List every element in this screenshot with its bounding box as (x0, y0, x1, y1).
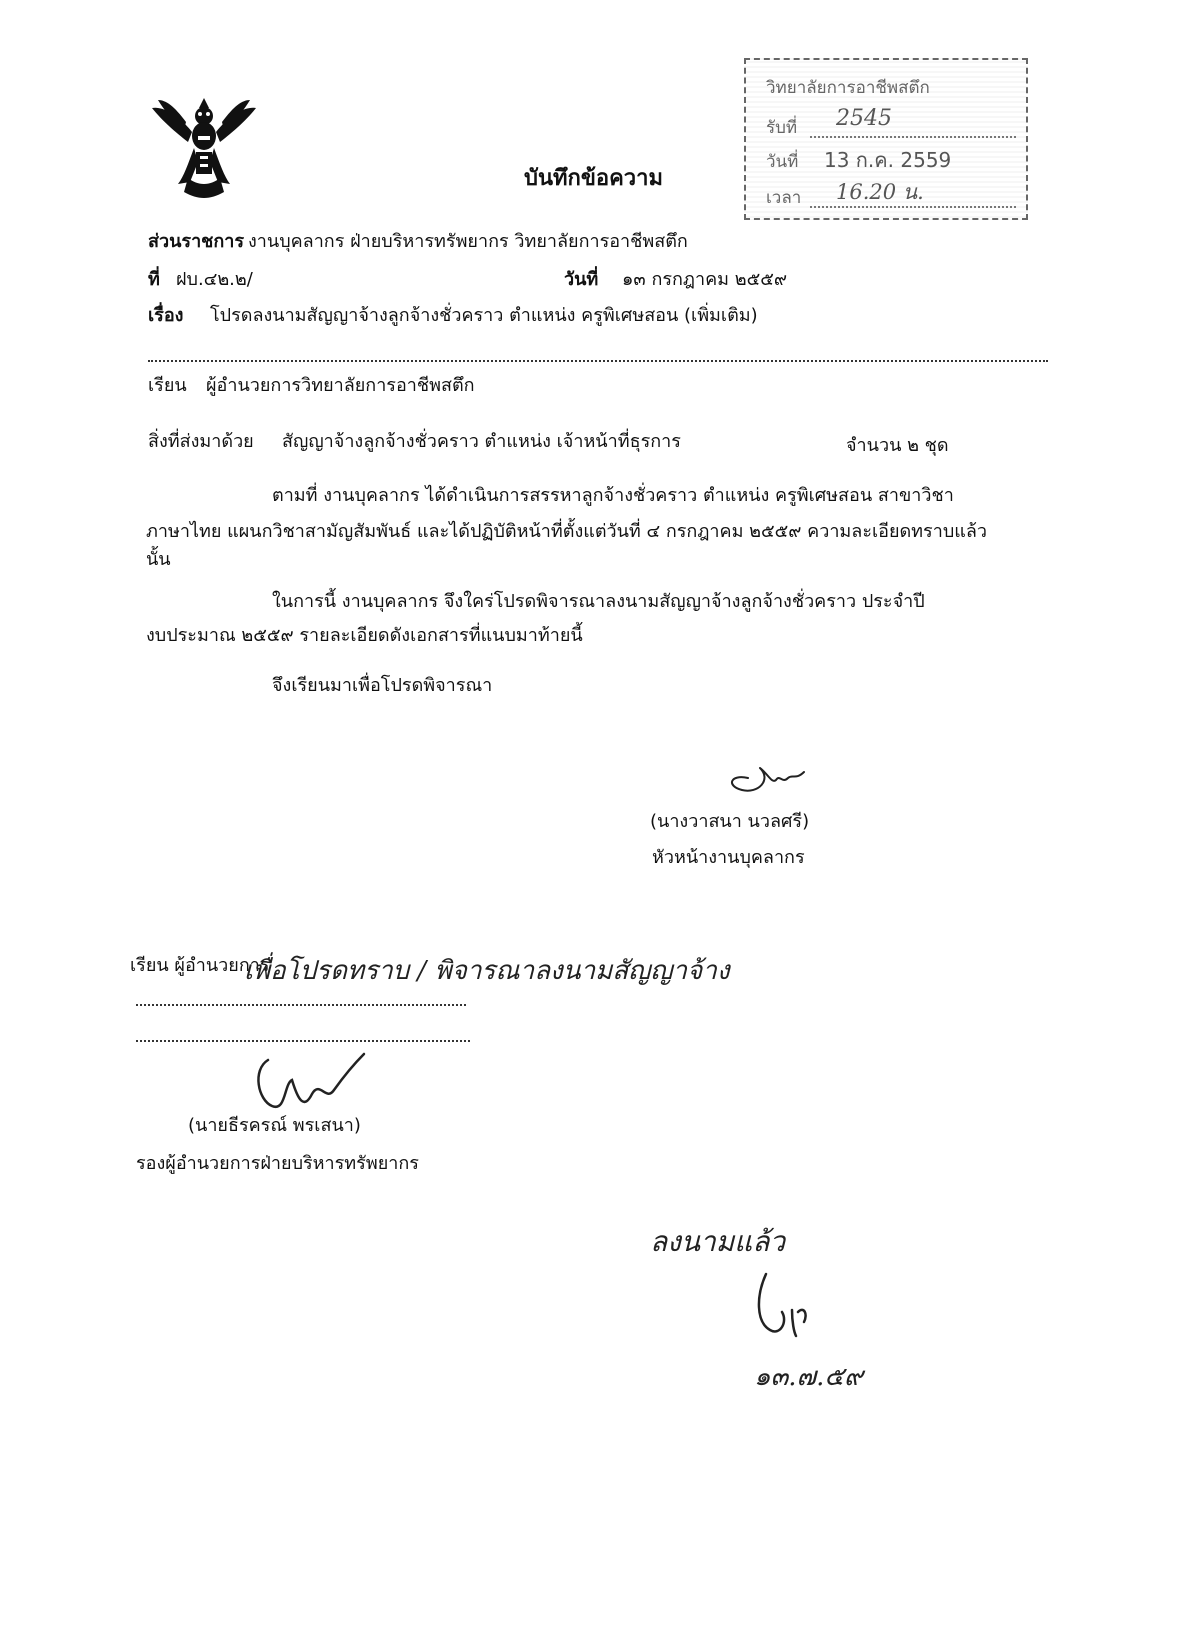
date-label: วันที่ (564, 269, 599, 290)
enclosure-label: สิ่งที่ส่งมาด้วย (148, 431, 254, 452)
signer-title: หัวหน้างานบุคลากร (652, 847, 805, 868)
paragraph-1-line-1: ตามที่ งานบุคลากร ได้ดำเนินการสรรหาลูกจ้างชั่วคราว ตำแหน่ง ครูพิเศษสอน สาขาวิชา (272, 485, 954, 506)
endorse-to: เรียน ผู้อำนวยการ (130, 955, 270, 976)
to-label: เรียน (148, 375, 187, 396)
agency-value: งานบุคลากร ฝ่ายบริหารทรัพยากร วิทยาลัยการอาชีพสตึก (248, 231, 688, 252)
stamp-date-value: 13 ก.ค. 2559 (824, 148, 952, 172)
date-value: ๑๓ กรกฎาคม ๒๕๕๙ (622, 269, 788, 290)
paragraph-2-line-2: งบประมาณ ๒๕๕๙ รายละเอียดดังเอกสารที่แนบมาท้ายนี้ (146, 625, 583, 646)
stamp-rec-no: 2545 (836, 106, 892, 131)
endorse-signer-name: (นายธีรครณ์ พรเสนา) (188, 1115, 361, 1136)
closing-text: จึงเรียนมาเพื่อโปรดพิจารณา (272, 675, 493, 696)
director-date: ๑๓.๗.๕๙ (754, 1362, 864, 1392)
ref-label: ที่ (148, 269, 160, 290)
paragraph-1-line-2: ภาษาไทย แผนกวิชาสามัญสัมพันธ์ และได้ปฏิบัติหน้าที่ตั้งแต่วันที่ ๔ กรกฎาคม ๒๕๕๙ ความละเอียดทราบแล้ว (146, 521, 987, 542)
agency-label: ส่วนราชการ (148, 231, 245, 252)
subject-value: โปรดลงนามสัญญาจ้างลูกจ้างชั่วคราว ตำแหน่ง ครูพิเศษสอน (เพิ่มเติม) (210, 305, 758, 326)
signer-name: (นางวาสนา นวลศรี) (650, 811, 810, 832)
paragraph-1-line-3: นั้น (146, 549, 171, 570)
endorse-note: เพื่อโปรดทราบ / พิจารณาลงนามสัญญาจ้าง (244, 956, 730, 986)
to-value: ผู้อำนวยการวิทยาลัยการอาชีพสตึก (206, 375, 475, 396)
signature-3 (748, 1266, 818, 1346)
endorse-line-1 (136, 1004, 466, 1006)
memo-title: บันทึกข้อความ (524, 166, 664, 191)
enclosure-value: สัญญาจ้างลูกจ้างชั่วคราว ตำแหน่ง เจ้าหน้าที่ธุรการ (282, 431, 681, 452)
ref-value: ฝบ.๔๒.๒/ (176, 269, 253, 290)
paragraph-2-line-1: ในการนี้ งานบุคลากร จึงใคร่โปรดพิจารณาลงนามสัญญาจ้างลูกจ้างชั่วคราว ประจำปี (272, 591, 925, 612)
signature-1 (720, 750, 810, 800)
subject-label: เรื่อง (148, 305, 184, 326)
stamp-date-label: วันที่ (766, 152, 799, 172)
stamp-time-value: 16.20 น. (836, 180, 924, 204)
stamp-rec-label: รับที่ (766, 118, 798, 138)
receiving-stamp (744, 58, 1028, 220)
director-note: ลงนามแล้ว (650, 1225, 786, 1258)
endorse-signer-title: รองผู้อำนวยการฝ่ายบริหารทรัพยากร (136, 1153, 419, 1174)
stamp-org: วิทยาลัยการอาชีพสตึก (766, 78, 930, 98)
enclosure-qty: จำนวน ๒ ชุด (846, 435, 949, 456)
stamp-time-label: เวลา (766, 188, 802, 208)
header-divider (148, 360, 1048, 362)
garuda-emblem-icon (148, 92, 260, 204)
